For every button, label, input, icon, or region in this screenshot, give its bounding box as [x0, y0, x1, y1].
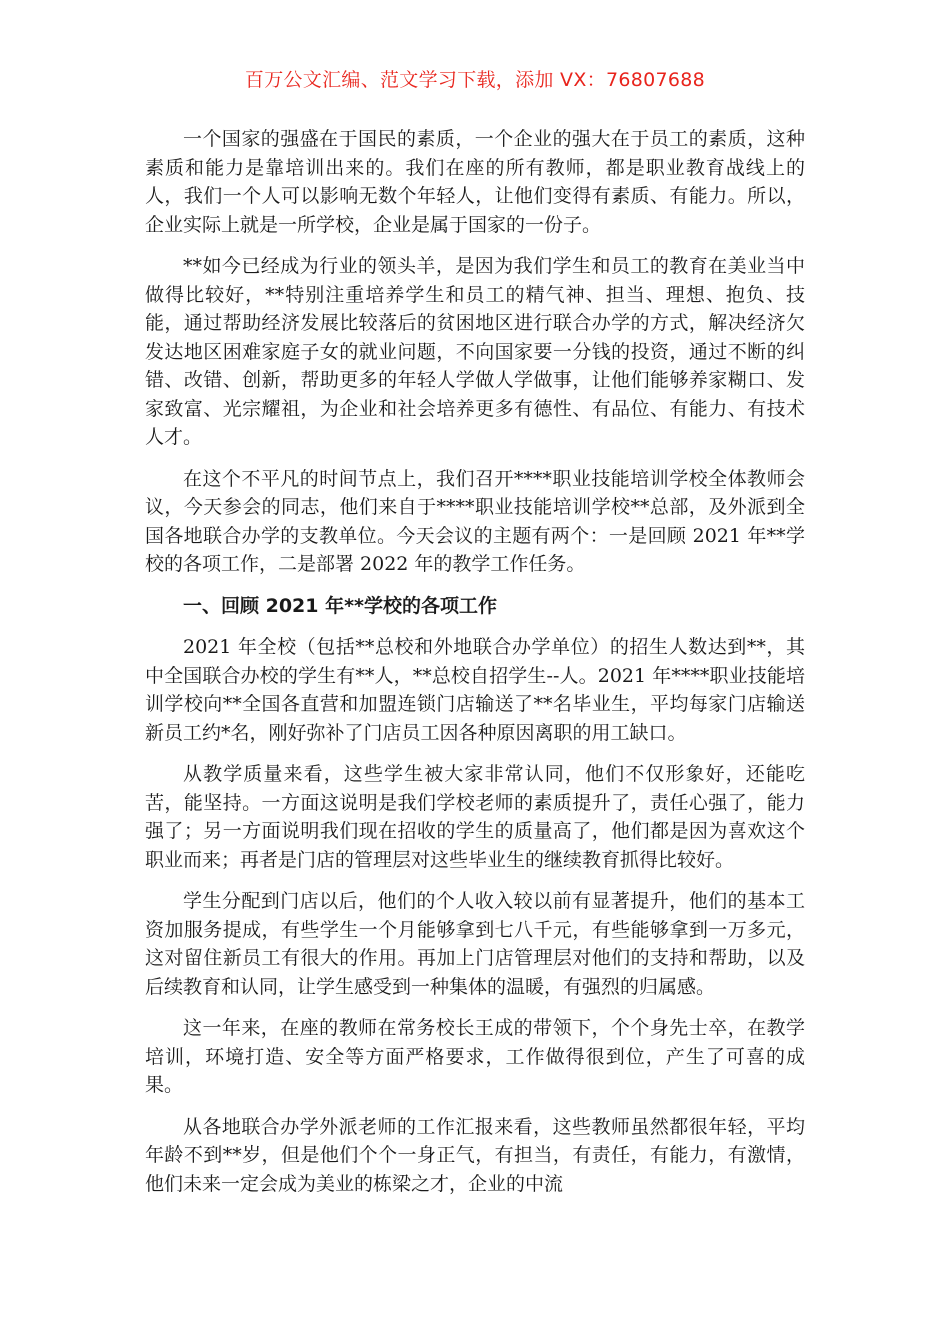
body-paragraph: 在这个不平凡的时间节点上，我们召开****职业技能培训学校全体教师会议，今天参会的同志，他们来自于****职业技能培训学校**总部，及外派到全国各地联合办学的支教单位。今天会议的主题有两个：一是回顾 2021 年**学校的各项工作，二是部署 2022 年的教学工作任务。 [145, 467, 805, 575]
section-paragraph: 从教学质量来看，这些学生被大家非常认同，他们不仅形象好，还能吃苦，能坚持。一方面这说明是我们学校老师的素质提升了，责任心强了，能力强了；另一方面说明我们现在招收的学生的质量高了，他们都是因为喜欢这个职业而来；再者是门店的管理层对这些毕业生的继续教育抓得比较好。 [145, 763, 805, 871]
section-paragraph: 学生分配到门店以后，他们的个人收入较以前有显著提升，他们的基本工资加服务提成，有些学生一个月能够拿到七八千元，有些能够拿到一万多元，这对留住新员工有很大的作用。再加上门店管理层对他们的支持和帮助，以及后续教育和认同，让学生感受到一种集体的温暖，有强烈的归属感。 [145, 890, 805, 998]
body-paragraph: **如今已经成为行业的领头羊，是因为我们学生和员工的教育在美业当中做得比较好，**特别注重培养学生和员工的精气神、担当、理想、抱负、技能，通过帮助经济发展比较落后的贫困地区进行联合办学的方式，解决经济欠发达地区困难家庭子女的就业问题，不向国家要一分钱的投资，通过不断的纠错、改错、创新，帮助更多的年轻人学做人学做事，让他们能够养家糊口、发家致富、光宗耀祖，为企业和社会培养更多有德性、有品位、有能力、有技术人才。 [145, 255, 805, 448]
section-heading: 一、回顾 2021 年**学校的各项工作 [183, 594, 497, 617]
body-paragraph: 一个国家的强盛在于国民的素质，一个企业的强大在于员工的素质，这种素质和能力是靠培训出来的。我们在座的所有教师，都是职业教育战线上的人，我们一个人可以影响无数个年轻人，让他们变得有素质、有能力。所以，企业实际上就是一所学校，企业是属于国家的一份子。 [145, 128, 805, 236]
section-paragraph: 2021 年全校（包括**总校和外地联合办学单位）的招生人数达到**，其中全国联合办校的学生有**人，**总校自招学生--人。2021 年****职业技能培训学校向**全国各直营和加盟连锁门店输送了**名毕业生，平均每家门店输送新员工约*名，刚好弥补了门店员工因各种原因离职的用工缺口。 [145, 636, 805, 744]
page-header-banner: 百万公文汇编、范文学习下载，添加 VX：76807688 [244, 69, 706, 91]
section-paragraph: 这一年来，在座的教师在常务校长王成的带领下，个个身先士卒，在教学培训，环境打造、安全等方面严格要求，工作做得很到位，产生了可喜的成果。 [145, 1017, 805, 1096]
document-body [145, 125, 805, 1211]
section-paragraph: 从各地联合办学外派老师的工作汇报来看，这些教师虽然都很年轻，平均年龄不到**岁，但是他们个个一身正气，有担当，有责任，有能力，有激情，他们未来一定会成为美业的栋梁之才，企业的中流 [145, 1115, 805, 1195]
